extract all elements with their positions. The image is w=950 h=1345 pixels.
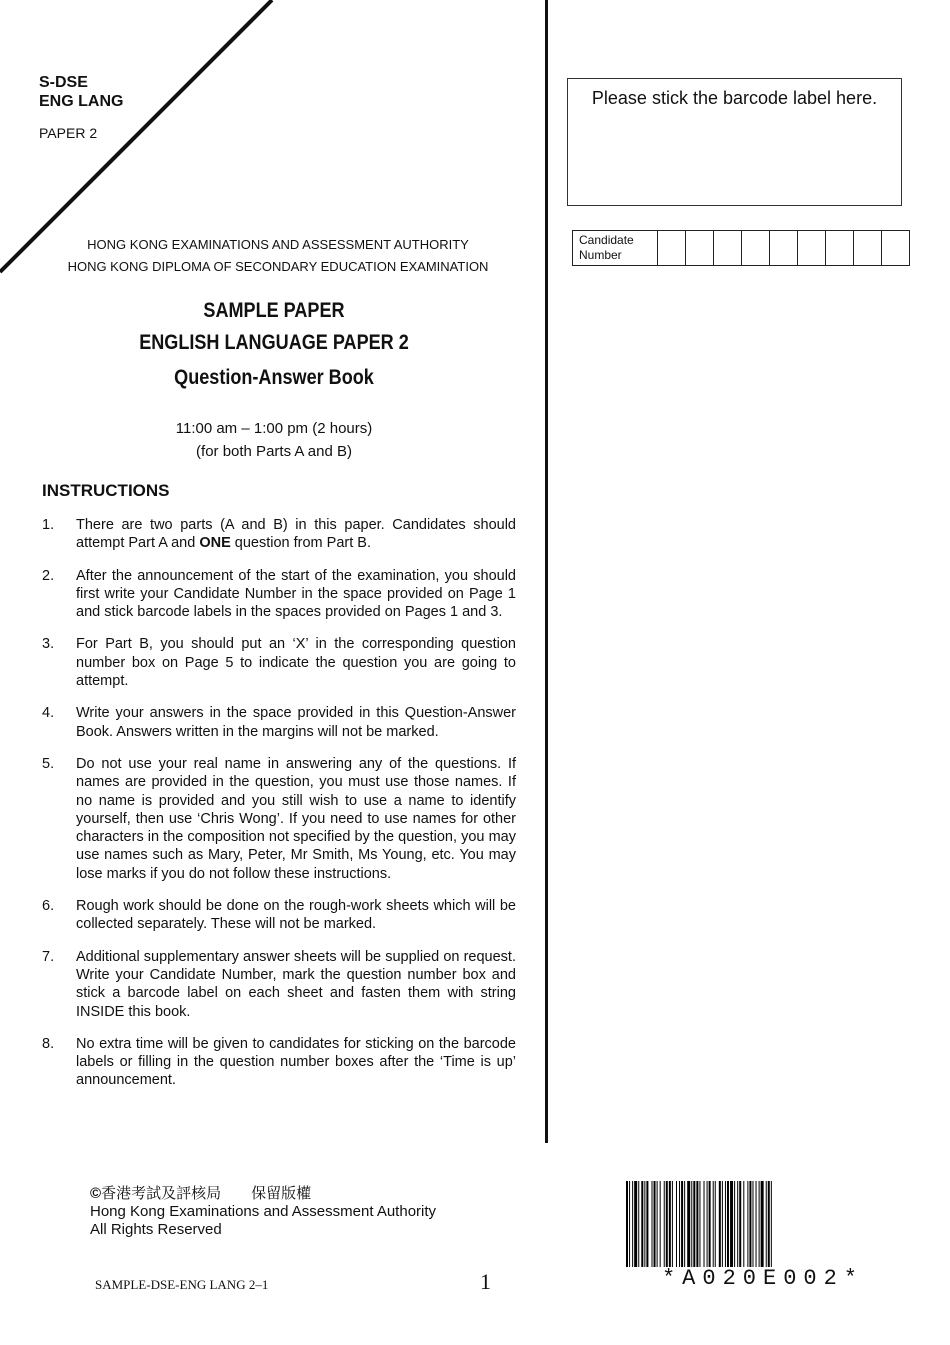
barcode-bar xyxy=(725,1181,726,1267)
barcode-bar xyxy=(743,1181,744,1267)
barcode-label-instruction: Please stick the barcode label here. xyxy=(591,88,878,108)
candidate-number-box[interactable] xyxy=(686,231,714,266)
instruction-number: 4. xyxy=(42,705,55,722)
instruction-item xyxy=(42,948,516,1021)
book-title: Question-Answer Book xyxy=(174,366,374,389)
candidate-number-box[interactable] xyxy=(798,231,826,266)
instruction-number: 8. xyxy=(42,1035,55,1052)
instruction-item xyxy=(42,897,516,934)
instruction-text: No extra time will be given to candidates for sticking on the barcode labels or filling in the question number boxes after the ‘Time is up’ announcement. xyxy=(76,1035,516,1089)
instructions-list xyxy=(42,516,516,1090)
barcode-bar xyxy=(722,1181,723,1267)
barcode-bar xyxy=(749,1181,751,1267)
barcode-bar xyxy=(771,1181,772,1267)
instruction-item xyxy=(42,516,516,553)
instruction-item xyxy=(42,704,516,741)
instruction-item xyxy=(42,635,516,690)
candidate-number-box[interactable] xyxy=(854,231,882,266)
barcode-bar xyxy=(638,1181,639,1267)
instruction-number: 2. xyxy=(42,567,55,584)
exam-time: 11:00 am – 1:00 pm (2 hours) xyxy=(175,420,373,437)
barcode-bar xyxy=(696,1181,698,1267)
barcode-bar xyxy=(681,1181,683,1267)
barcode-bar xyxy=(693,1181,695,1267)
instruction-text: After the announcement of the start of the examination, you should first write your Candidate Number in the space provided on Page 1 and stick barcode labels in the spaces provided on Pages 1 and 3. xyxy=(76,567,516,621)
barcode-bar xyxy=(759,1181,760,1267)
exam-time-note: (for both Parts A and B) xyxy=(196,443,352,460)
code-line-eng-lang: ENG LANG xyxy=(39,93,124,110)
copyright-english: Hong Kong Examinations and Assessment Authority xyxy=(90,1203,437,1220)
barcode-bar xyxy=(727,1181,729,1267)
footer-paper-code: SAMPLE-DSE-ENG LANG 2–1 xyxy=(95,1277,269,1292)
barcode-bar xyxy=(672,1181,673,1267)
barcode-bar xyxy=(747,1181,748,1267)
barcode-label-area xyxy=(567,78,902,206)
barcode-bar xyxy=(691,1181,692,1267)
candidate-number-box[interactable] xyxy=(742,231,770,266)
instruction-text: For Part B, you should put an ‘X’ in the corresponding question number box on Page 5 to indicate the question you are going to attempt. xyxy=(76,636,516,690)
barcode-bar xyxy=(644,1181,645,1267)
copyright-chinese-line: ©香港考試及評核局 保留版權 xyxy=(90,1185,312,1202)
barcode-bar xyxy=(737,1181,738,1267)
barcode-bar xyxy=(761,1181,764,1267)
barcode-bar xyxy=(664,1181,665,1267)
copyright-rights: All Rights Reserved xyxy=(90,1221,222,1238)
paper-number: PAPER 2 xyxy=(39,125,98,141)
barcode-bar xyxy=(646,1181,648,1267)
barcode-bar xyxy=(707,1181,708,1267)
instruction-text: Rough work should be done on the rough-work sheets which will be collected separately. These will not be marked. xyxy=(76,898,516,933)
barcode-bar xyxy=(632,1181,633,1267)
vertical-divider xyxy=(545,0,548,1143)
candidate-number-label: Candidate Number xyxy=(573,231,658,266)
barcode-bar xyxy=(657,1181,658,1267)
instructions-heading: INSTRUCTIONS xyxy=(42,481,170,500)
barcode-bar xyxy=(654,1181,656,1267)
barcode-bar xyxy=(652,1181,653,1267)
barcode-bar xyxy=(626,1181,628,1267)
barcode-bar xyxy=(666,1181,668,1267)
barcode-bar xyxy=(715,1181,716,1267)
barcode-bar xyxy=(679,1181,680,1267)
barcode-bar xyxy=(719,1181,721,1267)
sample-paper-title: SAMPLE PAPER xyxy=(203,299,345,322)
instruction-item xyxy=(42,567,516,622)
barcode-bar xyxy=(739,1181,741,1267)
code-line-sdse: S-DSE xyxy=(39,74,88,91)
barcode-bar xyxy=(669,1181,671,1267)
barcode-bar xyxy=(699,1181,700,1267)
instruction-number: 3. xyxy=(42,636,55,653)
barcode-bar xyxy=(660,1181,661,1267)
candidate-number-table xyxy=(572,230,910,266)
candidate-number-box[interactable] xyxy=(882,231,910,266)
instruction-text: Do not use your real name in answering any of the questions. If names are provided in the question, you must use those names. If no name is provided and you still wish to use a name to identify yourself, then use ‘Chris Wong’. If you need to use names for other characters in the composition not specified by the question, you may use names such as Mary, Peter, Mr Smith, Ms Young, etc. You may lose marks if you do not follow these instructions. xyxy=(76,755,516,882)
instruction-text: There are two parts (A and B) in this paper. Candidates should attempt Part A and ONE question from Part B. xyxy=(76,517,516,552)
barcode-bar xyxy=(752,1181,753,1267)
barcode-bar xyxy=(768,1181,770,1267)
subject-title: ENGLISH LANGUAGE PAPER 2 xyxy=(139,331,409,354)
barcode-bar xyxy=(713,1181,714,1267)
page-number: 1 xyxy=(480,1269,491,1294)
exam-name: HONG KONG DIPLOMA OF SECONDARY EDUCATION EXAMINATION xyxy=(67,259,489,274)
instruction-number: 6. xyxy=(42,898,55,915)
instruction-text: Additional supplementary answer sheets will be supplied on request. Write your Candidate Number, mark the question number box and stick a barcode label on each sheet and fasten them with string INSIDE this book. xyxy=(76,948,516,1020)
candidate-number-box[interactable] xyxy=(658,231,686,266)
barcode-bar xyxy=(704,1181,705,1267)
barcode-digits: *A020E002* xyxy=(661,1266,865,1291)
barcode-bar xyxy=(734,1181,735,1267)
barcode-bar xyxy=(684,1181,685,1267)
barcode-bar xyxy=(730,1181,733,1267)
paper-code xyxy=(39,73,123,143)
instruction-item xyxy=(42,755,516,883)
barcode-bar xyxy=(709,1181,711,1267)
authority-name: HONG KONG EXAMINATIONS AND ASSESSMENT AUTHORITY xyxy=(87,237,469,252)
instruction-text: Write your answers in the space provided in this Question-Answer Book. Answers written in the margins will not be marked. xyxy=(76,705,516,740)
copyright-notice xyxy=(90,1185,436,1239)
barcode-bar xyxy=(634,1181,637,1267)
candidate-number-box[interactable] xyxy=(714,231,742,266)
barcode-bar xyxy=(641,1181,643,1267)
candidate-number-box[interactable] xyxy=(770,231,798,266)
barcode-bar xyxy=(766,1181,767,1267)
copyright-symbol: © xyxy=(90,1185,102,1202)
barcode-bars xyxy=(626,1181,900,1267)
barcode-bar xyxy=(629,1181,630,1267)
barcode-bar xyxy=(756,1181,757,1267)
barcode-bar xyxy=(687,1181,690,1267)
instruction-number: 1. xyxy=(42,517,55,533)
instruction-item xyxy=(42,1035,516,1090)
instruction-number: 5. xyxy=(42,755,55,772)
candidate-number-box[interactable] xyxy=(826,231,854,266)
instruction-number: 7. xyxy=(42,948,55,965)
barcode-bar xyxy=(676,1181,677,1267)
